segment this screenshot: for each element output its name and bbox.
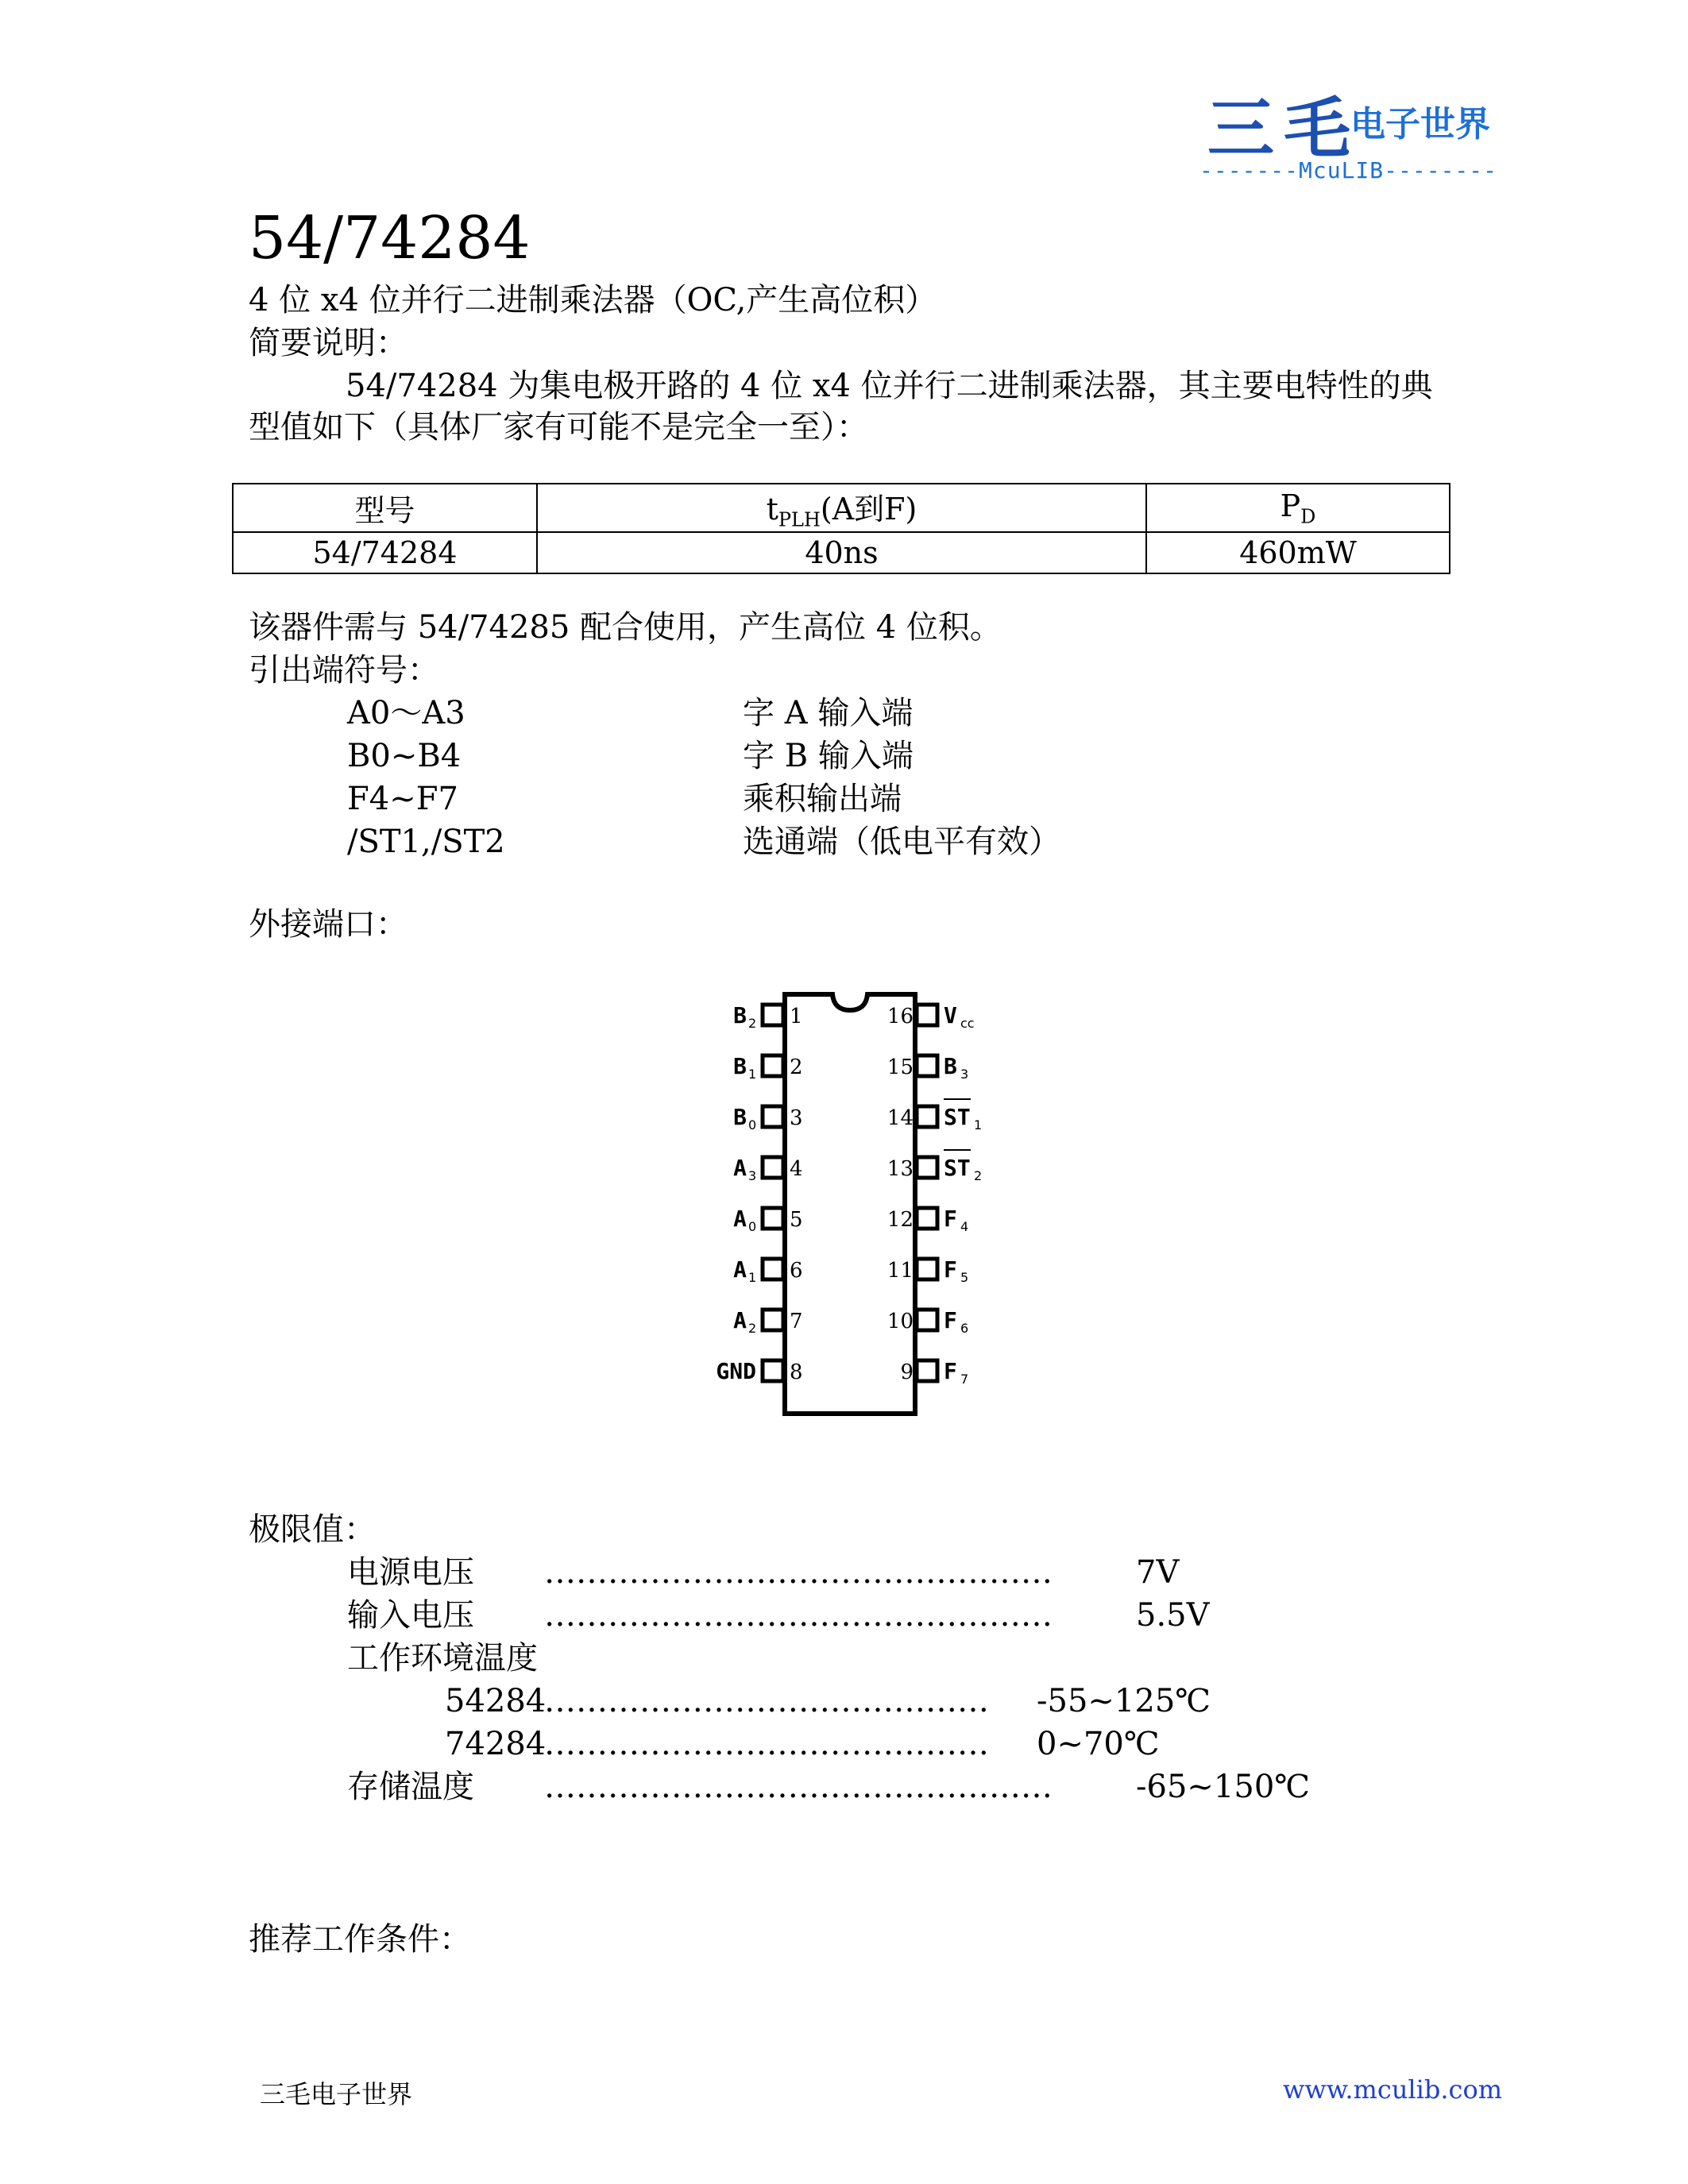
pin-number: 7 <box>790 1310 803 1333</box>
pin-label-subscript: cc <box>960 1016 975 1031</box>
pin-pad <box>763 1106 783 1127</box>
limit-input-label: 输入电压 <box>347 1597 474 1634</box>
pin-label-subscript: 5 <box>960 1270 969 1285</box>
pin-number: 2 <box>790 1055 803 1079</box>
chip-pinout-diagram <box>683 982 1017 1426</box>
pin-symbol-desc: 字 B 输入端 <box>743 738 914 774</box>
footer-brand: 三毛电子世界 <box>260 2079 413 2109</box>
pin-pad <box>917 1310 937 1330</box>
pin-symbol-name: B0~B4 <box>347 738 462 774</box>
table-row <box>233 532 1450 573</box>
pin-symbol-desc: 字 A 输入端 <box>743 695 914 731</box>
recommended-heading: 推荐工作条件： <box>249 1921 471 1958</box>
pin-pad <box>763 1259 783 1279</box>
pin-pad <box>917 1055 937 1076</box>
pin-label: F <box>944 1307 957 1333</box>
pin-number: 6 <box>790 1259 803 1283</box>
limit-t54-value: -55~125℃ <box>1037 1683 1211 1719</box>
pin-label-subscript: 0 <box>748 1219 757 1234</box>
pin-label: B <box>733 1002 747 1028</box>
table-header-pd: $P_D$ <box>1146 484 1450 532</box>
limit-temp-label: 工作环境温度 <box>347 1640 538 1677</box>
pin-label-subscript: 1 <box>748 1067 757 1082</box>
pin-label: A <box>733 1155 747 1181</box>
pin-pad <box>917 1360 937 1381</box>
table-header-row <box>233 484 1450 532</box>
limit-supply-label: 电源电压 <box>347 1554 474 1591</box>
pin-pad <box>763 1310 783 1330</box>
pin-number: 8 <box>790 1360 803 1384</box>
pin-label-subscript: 2 <box>748 1016 757 1031</box>
pin-pad <box>917 1259 937 1279</box>
pin-pad <box>917 1106 937 1127</box>
pin-label: A <box>733 1256 747 1283</box>
limit-t54-dots: …………………………………… <box>544 1683 989 1719</box>
pin-label-subscript: 7 <box>960 1372 969 1387</box>
pin-label-subscript: 1 <box>974 1117 983 1133</box>
pin-pad <box>917 1005 937 1025</box>
pin-number: 1 <box>790 1005 803 1028</box>
pin-symbol-name: F4~F7 <box>347 781 458 817</box>
pin-label: A <box>733 1307 747 1333</box>
pin-label-subscript: 1 <box>748 1270 757 1285</box>
limit-storage-label: 存储温度 <box>347 1769 474 1805</box>
logo-bottom-text: -------McuLIB-------- <box>1199 157 1498 183</box>
pin-label-subscript: 0 <box>748 1117 757 1133</box>
limit-supply-dots: ………………………………………… <box>544 1554 1053 1591</box>
limit-input-dots: ………………………………………… <box>544 1597 1053 1634</box>
table-cell-pd: 460mW <box>1146 532 1450 573</box>
limits-heading: 极限值： <box>249 1511 376 1548</box>
limit-input-value: 5.5V <box>1136 1597 1210 1634</box>
pin-label: F <box>944 1206 957 1232</box>
pin-symbol-name: A0～A3 <box>347 695 465 731</box>
limit-t74-label: 74284 <box>445 1726 547 1762</box>
pin-pad <box>763 1055 783 1076</box>
pin-number: 4 <box>790 1157 803 1181</box>
usage-note: 该器件需与 54/74285 配合使用，产生高位 4 位积。 <box>249 609 1002 646</box>
limit-t74-value: 0~70℃ <box>1037 1726 1160 1762</box>
table-header-model: 型号 <box>233 484 537 532</box>
spec-table <box>232 483 1450 574</box>
pin-pad <box>763 1208 783 1229</box>
pin-label-subscript: 2 <box>974 1168 983 1183</box>
pin-label-subscript: 3 <box>960 1067 969 1082</box>
pin-number: 9 <box>900 1360 914 1384</box>
pin-number: 11 <box>886 1259 914 1283</box>
summary-line-2: 型值如下（具体厂家有可能不是完全一至）： <box>249 409 868 446</box>
pin-pad <box>763 1005 783 1025</box>
table-cell-model: 54/74284 <box>233 532 537 573</box>
pin-label: B <box>944 1053 957 1079</box>
limit-supply-value: 7V <box>1136 1554 1180 1591</box>
pin-label: F <box>944 1358 957 1384</box>
logo-main-text: 三毛 <box>1207 90 1361 168</box>
pin-label: ST <box>944 1104 971 1130</box>
limit-t74-dots: …………………………………… <box>544 1726 989 1762</box>
pin-label-subscript: 3 <box>748 1168 757 1183</box>
pin-number: 14 <box>886 1106 914 1130</box>
pin-pad <box>763 1157 783 1178</box>
right-pin-group <box>887 1002 982 1387</box>
logo-sub-text: 电子世界 <box>1350 104 1490 145</box>
pin-number: 3 <box>790 1106 803 1130</box>
pin-number: 10 <box>886 1310 914 1333</box>
limit-storage-value: -65~150℃ <box>1136 1769 1311 1805</box>
footer-website-link[interactable]: www.mculib.com <box>1283 2074 1503 2105</box>
pin-number: 16 <box>886 1005 914 1028</box>
limit-t54-label: 54284 <box>445 1683 547 1719</box>
pin-symbol-desc: 选通端（低电平有效） <box>743 824 1060 860</box>
pin-symbol-desc: 乘积输出端 <box>743 781 902 817</box>
limit-storage-dots: ………………………………………… <box>544 1769 1053 1805</box>
pin-number: 5 <box>790 1208 803 1232</box>
pin-label: V <box>944 1002 957 1028</box>
pin-label-subscript: 4 <box>960 1219 969 1234</box>
ports-heading: 外接端口： <box>249 906 408 943</box>
pin-label: GND <box>716 1358 756 1384</box>
document-subtitle: 4 位 x4 位并行二进制乘法器（OC,产生高位积） <box>249 282 937 318</box>
left-pin-group <box>716 1002 802 1384</box>
pin-label: F <box>944 1256 957 1283</box>
summary-heading: 简要说明： <box>249 325 408 361</box>
pin-label-subscript: 6 <box>960 1321 969 1336</box>
pins-heading: 引出端符号： <box>249 652 439 689</box>
pin-label: B <box>733 1104 747 1130</box>
document-title: 54/74284 <box>249 204 531 272</box>
pin-label: ST <box>944 1155 971 1181</box>
pin-label-subscript: 2 <box>748 1321 757 1336</box>
pin-pad <box>917 1157 937 1178</box>
pin-number: 12 <box>886 1208 914 1232</box>
pin-label: B <box>733 1053 747 1079</box>
pin-number: 13 <box>886 1157 914 1181</box>
table-cell-tplh: 40ns <box>537 532 1146 573</box>
pin-pad <box>763 1360 783 1381</box>
pin-label: A <box>733 1206 747 1232</box>
table-header-tplh: $t_{PLH}(A$到F) <box>537 484 1146 532</box>
pin-number: 15 <box>886 1055 914 1079</box>
pin-symbol-name: /ST1,/ST2 <box>347 824 505 860</box>
pin-pad <box>917 1208 937 1229</box>
summary-line-1: 54/74284 为集电极开路的 4 位 x4 位并行二进制乘法器，其主要电特性的典 <box>346 368 1433 404</box>
